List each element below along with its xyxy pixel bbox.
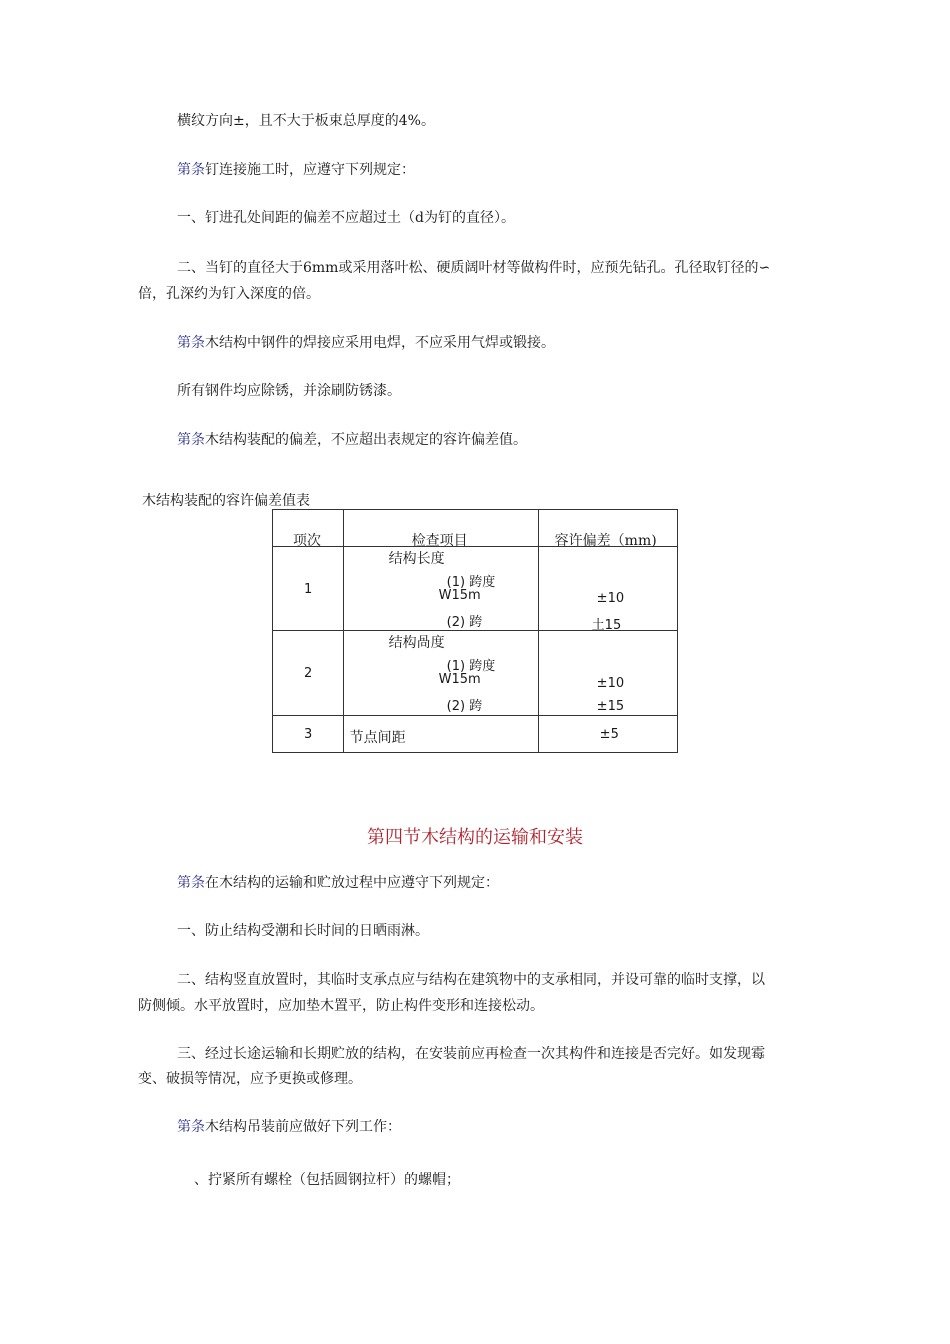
tolerance-value: ±10 土15: [538, 547, 677, 631]
paragraph-continuation: 防侧倾。水平放置时，应加垫木置平，防止构件变形和连接松动。: [138, 998, 544, 1014]
article-paragraph: 第条在木结构的运输和贮放过程中应遵守下列规定：: [177, 875, 499, 891]
paragraph: 三、经过长途运输和长期贮放的结构，在安装前应再检查一次其构件和连接是否完好。如发现霉: [177, 1046, 765, 1062]
article-marker: 第条: [177, 162, 205, 178]
header-cell: 项次: [273, 510, 344, 547]
table-caption: 木结构装配的容许偏差值表: [142, 493, 310, 509]
header-cell: 检查项目: [343, 510, 538, 547]
table-row: [273, 631, 678, 716]
table-row: [273, 547, 678, 631]
header-cell: 容许偏差（mm): [538, 510, 677, 547]
paragraph-continuation: 变、破损等情况，应予更换或修理。: [138, 1071, 362, 1087]
article-paragraph: 第条木结构中钢件的焊接应采用电焊，不应采用气焊或锻接。: [177, 335, 555, 351]
paragraph: 所有钢件均应除锈，并涂刷防锈漆。: [177, 383, 401, 399]
paragraph: 横纹方向±，且不大于板束总厚度的4%。: [177, 113, 435, 129]
article-marker: 第条: [177, 432, 205, 448]
section-heading: 第四节木结构的运输和安装: [367, 827, 583, 848]
row-number: 1: [273, 547, 344, 631]
check-item: 节点间距: [343, 716, 538, 753]
tolerance-value: ±5: [538, 716, 677, 753]
tolerance-value: ±10 ±15: [538, 631, 677, 716]
article-paragraph: 第条木结构装配的偏差，不应超出表规定的容许偏差值。: [177, 432, 527, 448]
paragraph: 一、钉进孔处间距的偏差不应超过土（d为钉的直径）。: [177, 210, 515, 226]
article-marker: 第条: [177, 335, 205, 351]
article-marker: 第条: [177, 875, 205, 891]
paragraph: 、拧紧所有螺栓（包括圆钢拉杆）的螺帽；: [194, 1172, 460, 1188]
article-marker: 第条: [177, 1119, 205, 1135]
check-item: 结构长度 (1) 跨度 W15m (2) 跨: [343, 547, 538, 631]
row-number: 3: [273, 716, 344, 753]
table-row: [273, 716, 678, 753]
tolerance-table: [272, 509, 678, 753]
row-number: 2: [273, 631, 344, 716]
paragraph: 二、结构竖直放置时，其临时支承点应与结构在建筑物中的支承相同，并设可靠的临时支撑，以: [177, 972, 765, 988]
article-paragraph: 第条木结构吊装前应做好下列工作：: [177, 1119, 401, 1135]
check-item: 结构咼度 (1) 跨度 W15m (2) 跨: [343, 631, 538, 716]
paragraph: 二、当钉的直径大于6mm或采用落叶松、硬质阔叶材等做构件时，应预先钻孔。孔径取钉径的∽: [177, 260, 771, 276]
paragraph-continuation: 倍，孔深约为钉入深度的倍。: [138, 286, 320, 302]
paragraph: 一、防止结构受潮和长时间的日晒雨淋。: [177, 923, 429, 939]
table-header-row: [273, 510, 678, 547]
article-paragraph: 第条钉连接施工时，应遵守下列规定：: [177, 162, 415, 178]
